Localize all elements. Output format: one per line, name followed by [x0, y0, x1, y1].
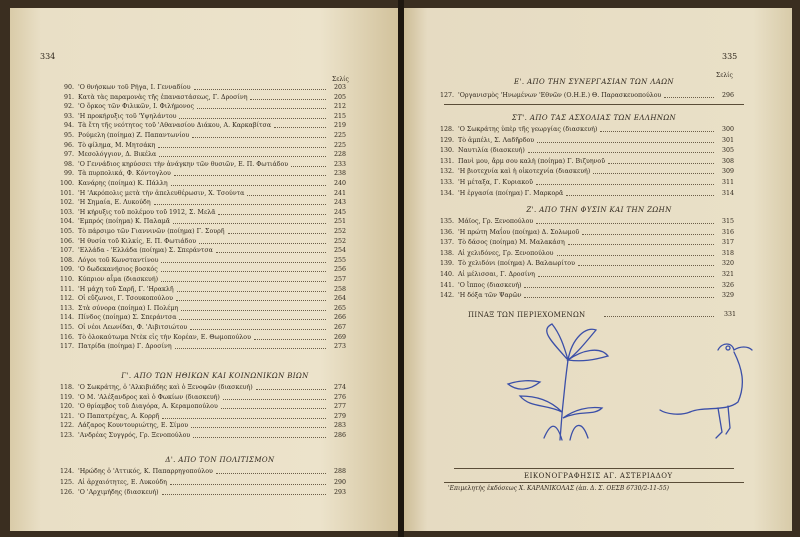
entry-page: 277 — [333, 403, 346, 411]
entry-page: 255 — [333, 256, 346, 264]
entry-page: 329 — [721, 292, 734, 300]
grass — [544, 425, 588, 440]
dot-leader — [171, 180, 326, 186]
toc-entry — [10, 324, 398, 332]
toc-entry — [10, 276, 398, 284]
entry-number: 110. — [59, 276, 74, 283]
entry-title: Τὸ φίλημα, Μ. Μητσάκη — [78, 141, 156, 149]
entry-number: 138. — [439, 249, 454, 257]
entry-number: 93. — [63, 112, 74, 120]
entry-page: 241 — [333, 189, 346, 197]
toc-entry — [10, 489, 398, 497]
dot-leader — [179, 314, 326, 320]
entry-number: 94. — [63, 122, 74, 130]
entry-number: 134. — [439, 189, 454, 197]
dot-leader — [161, 257, 326, 263]
toc-entry — [10, 343, 398, 351]
toc-entry — [10, 238, 398, 246]
entry-title: Τὸ ἀμπέλι, Σ. Λαδῆρδου — [458, 136, 535, 144]
entry-page: 274 — [333, 384, 346, 391]
entry-title: 'Ο δωδεκανήσιος βοσκός — [78, 266, 158, 274]
dot-leader — [216, 247, 326, 253]
dot-leader — [179, 113, 326, 119]
toc-entry — [404, 260, 792, 268]
bird-eye — [726, 346, 730, 350]
entry-title: Οἱ νέοι Λεωνίδαι, Φ. 'Αιβιτσιώτου — [78, 324, 188, 331]
toc-entry — [10, 94, 398, 102]
entry-number: 117. — [59, 343, 74, 351]
right-col-header: Σελίς — [716, 72, 733, 79]
entry-page: 245 — [333, 208, 346, 216]
entry-number: 133. — [439, 179, 454, 186]
toc-entry — [404, 282, 792, 290]
left-col-header: Σελίς — [332, 76, 349, 83]
toc-entry — [10, 190, 398, 198]
dot-leader — [199, 238, 326, 244]
dot-leader — [162, 489, 326, 495]
toc-entry — [404, 92, 792, 100]
entry-number: 106. — [59, 237, 74, 245]
entry-number: 135. — [439, 218, 454, 225]
dot-leader — [223, 394, 326, 400]
right-page — [404, 8, 792, 531]
entry-number: 105. — [59, 228, 74, 235]
entry-title: Πανὶ μου, ἄρμ σου καλὴ (ποίημα) Γ. Βιζυηνοῦ — [458, 157, 606, 165]
dot-leader — [536, 218, 714, 224]
entry-number: 115. — [59, 324, 74, 331]
entry-number: 128. — [439, 126, 454, 133]
entry-page: 290 — [333, 478, 346, 486]
dot-leader — [154, 199, 326, 205]
entry-title: 'Εμπρός (ποίημα) Κ. Παλαμᾶ — [78, 218, 171, 226]
dot-leader — [193, 432, 326, 438]
toc-entry — [404, 179, 792, 187]
dot-leader — [177, 286, 326, 292]
toc-entry — [404, 271, 792, 279]
petal-left — [547, 324, 568, 360]
toc-entry — [10, 142, 398, 150]
entry-number: 131. — [439, 157, 454, 165]
toc-entry — [404, 158, 792, 166]
dot-leader — [524, 282, 714, 288]
dot-leader — [247, 190, 326, 196]
toc-label: ΠΙΝΑΞ ΤΩΝ ΠΕΡΙΕΧΟΜΕΝΩΝ — [468, 311, 586, 319]
dot-leader — [175, 343, 326, 349]
toc-entry — [10, 403, 398, 411]
entry-page: 258 — [333, 285, 346, 293]
entry-title: Λόγοι τοῦ Κωνσταντίνου — [78, 256, 159, 264]
entry-page: 308 — [721, 157, 734, 165]
toc-entry — [10, 170, 398, 178]
entry-number: 124. — [59, 468, 74, 475]
entry-title: Τὰ ἔτη τῆς νεότητος τοῦ 'Αθανασίου Διάκου, Α. Καρκαβίτσα — [78, 122, 272, 130]
entry-title: 'Ο Παπατρέχας, Α. Κορρῆ — [78, 412, 160, 420]
entry-title: 'Η μάχη τοῦ Σαρῆ, Γ. 'Ηρακλῆ — [78, 285, 174, 293]
entry-title: Πίνδος (ποίημα) Σ. Σπεράντσα — [78, 314, 177, 322]
entry-number: 114. — [59, 314, 74, 322]
entry-title: 'Η θυσία τοῦ Κιλκίς, Ε. Π. Φωτιάδου — [78, 237, 197, 245]
toc-entry — [10, 422, 398, 430]
entry-number: 102. — [59, 199, 74, 207]
entry-title: 'Ο ὅρκος τῶν Φιλικῶν, Ι. Φιλήμονος — [78, 103, 194, 111]
toc-leader — [604, 311, 714, 317]
entry-title: Αἱ χελιδόνες, Γρ. Ξενοπούλου — [458, 249, 554, 257]
dot-leader — [170, 479, 326, 485]
dot-leader — [158, 142, 326, 148]
entry-page: 203 — [333, 84, 346, 91]
entry-number: 108. — [59, 256, 74, 264]
divider — [444, 104, 744, 105]
entry-number: 132. — [439, 168, 454, 176]
entry-page: 265 — [333, 304, 346, 312]
entry-number: 101. — [59, 189, 74, 197]
dot-leader — [578, 260, 714, 266]
entry-title: 'Ο Μ. 'Αλέξανδρος καὶ ὁ Φωκίων (διασκευή) — [78, 393, 220, 401]
entry-number: 98. — [63, 160, 74, 168]
flower-stem — [560, 360, 568, 440]
bird-body — [690, 352, 742, 412]
entry-title: Στὰ σύνορα (ποίημα) Ι. Πολέμη — [78, 304, 179, 312]
entry-number: 125. — [59, 478, 74, 486]
dot-leader — [228, 228, 326, 234]
dot-leader — [159, 151, 326, 157]
dot-leader — [664, 92, 714, 98]
bird-head — [718, 344, 752, 350]
toc-entry — [10, 113, 398, 121]
entry-page: 321 — [721, 271, 734, 278]
entry-number: 90. — [63, 84, 74, 91]
section-heading-st: ΣΤ'. ΑΠΟ ΤΑΣ ΑΣΧΟΛΙΑΣ ΤΩΝ ΕΛΛΗΝΩΝ — [511, 114, 677, 122]
section-heading-d: Δ'. ΑΠΟ ΤΟΝ ΠΟΛΙΤΙΣΜΟΝ — [165, 456, 275, 464]
entry-number: 99. — [63, 170, 74, 178]
entry-page: 225 — [333, 132, 346, 139]
entry-number: 140. — [439, 271, 454, 278]
entry-page: 316 — [721, 228, 734, 236]
dot-leader — [176, 295, 326, 301]
toc-entry — [10, 228, 398, 236]
entry-page: 240 — [333, 180, 346, 187]
toc-page: 331 — [723, 311, 736, 318]
entry-title: Τὰ πυρπολικά, Φ. Κόντογλου — [78, 170, 171, 178]
dot-leader — [254, 334, 326, 340]
section-heading-e: Ε'. ΑΠΟ ΤΗΝ ΣΥΝΕΡΓΑΣΙΑΝ ΤΩΝ ΛΑΩΝ — [514, 78, 674, 86]
illustrator-credit: ΕΙΚΟΝΟΓΡΑΦΗΣΙΣ ΑΓ. ΑΣΤΕΡΙΑΔΟΥ — [524, 472, 673, 480]
entry-title: 'Ο 'Αρχιμήδης (διασκευή) — [78, 489, 159, 496]
petal-right — [568, 329, 596, 360]
entry-number: 118. — [59, 384, 74, 391]
entry-page: 288 — [333, 468, 346, 475]
entry-title: 'Ο ἵππος (διασκευή) — [458, 281, 522, 289]
entry-number: 123. — [59, 432, 74, 439]
toc-entry — [10, 305, 398, 313]
toc-entry — [10, 218, 398, 226]
toc-entry — [10, 209, 398, 217]
entry-page: 264 — [333, 295, 346, 303]
entry-page: 315 — [721, 218, 734, 225]
toc-entry — [10, 103, 398, 111]
entry-title: 'Ο θνήσκων τοῦ Ρήγα, Ι. Γενναδίου — [78, 84, 191, 91]
entry-title: 'Οργανισμὸς 'Ηνωμένων 'Εθνῶν (Ο.Η.Ε.) Θ. Παρασκευοπούλου — [458, 92, 662, 99]
toc-entry — [10, 266, 398, 274]
leaf-low — [508, 381, 540, 389]
entry-title: Ναυτιλία (διασκευή) — [458, 147, 525, 155]
entry-title: Αἱ μέλισσαι, Γ. Δροσίνη — [458, 271, 535, 278]
entry-number: 141. — [439, 281, 454, 289]
entry-number: 95. — [63, 132, 74, 139]
entry-title: Κύπριον αἷμα (διασκευή) — [78, 276, 159, 283]
entry-page: 273 — [333, 343, 346, 351]
entry-number: 142. — [439, 292, 454, 300]
toc-entry — [10, 180, 398, 188]
entry-number: 96. — [63, 141, 74, 149]
entry-number: 91. — [63, 93, 74, 101]
right-page-number: 335 — [722, 52, 738, 61]
entry-title: Κατὰ τὰς παραμονὰς τῆς ἐπαναστάσεως, Γ. Δροσίνη — [78, 93, 248, 101]
toc-entry — [10, 432, 398, 440]
dot-leader — [557, 250, 714, 256]
bird-legs — [716, 406, 730, 438]
dot-leader — [291, 161, 326, 167]
dot-leader — [216, 468, 326, 474]
entry-number: 92. — [63, 103, 74, 111]
left-page — [10, 8, 398, 531]
dot-leader — [192, 132, 326, 138]
entry-page: 205 — [333, 93, 346, 101]
toc-entry — [10, 479, 398, 487]
entry-page: 286 — [333, 432, 346, 439]
dot-leader — [173, 218, 326, 224]
dot-leader — [191, 422, 326, 428]
dot-leader — [161, 266, 326, 272]
toc-entry — [404, 218, 792, 226]
dot-leader — [608, 158, 714, 164]
entry-number: 109. — [59, 266, 74, 274]
toc-entry — [404, 126, 792, 134]
toc-entry — [10, 247, 398, 255]
entry-page: 256 — [333, 266, 346, 274]
entry-page: 283 — [333, 422, 346, 430]
entry-title: 'Η 'Ακρόπολις μετὰ τὴν ἀπελευθέρωσιν, Χ. Τσούντα — [78, 189, 245, 197]
entry-title: 'Ο Σωκράτης ὑπὲρ τῆς γεωργίας (διασκευή) — [458, 126, 598, 133]
entry-number: 136. — [439, 228, 454, 236]
entry-page: 225 — [333, 141, 346, 149]
entry-page: 296 — [721, 92, 734, 99]
child-doodle-flower-and-bird — [490, 320, 770, 450]
dot-leader — [174, 170, 326, 176]
toc-entry — [10, 413, 398, 421]
entry-title: Πατρίδα (ποίημα) Γ. Δροσίνη — [78, 343, 172, 351]
entry-page: 266 — [333, 314, 346, 322]
entry-page: 279 — [333, 412, 346, 420]
toc-entry — [404, 137, 792, 145]
entry-number: 122. — [59, 422, 74, 430]
editor-credit: 'Επιμελητὴς ἐκδόσεως Χ. ΚΑΡΑΝΙΚΟΛΑΣ (ἀπ. Δ. Σ. ΟΕΣΒ 6730/2-11-55) — [448, 485, 669, 492]
petal-far — [568, 350, 608, 361]
entry-page: 314 — [721, 189, 734, 197]
entry-page: 215 — [333, 112, 346, 120]
entry-page: 300 — [721, 126, 734, 133]
entry-page: 317 — [721, 239, 734, 247]
entry-number: 104. — [59, 218, 74, 226]
entry-title: Αἱ ἀρχαιότητες, Ε. Λυκούδη — [78, 478, 167, 486]
toc-entry — [10, 468, 398, 476]
entry-page: 228 — [333, 151, 346, 159]
entry-page: 238 — [333, 170, 346, 178]
toc-entry — [10, 295, 398, 303]
bird-tail — [660, 410, 690, 414]
toc-entry — [404, 147, 792, 155]
entry-title: Τὸ δάσος (ποίημα) Μ. Μαλακάση — [458, 239, 565, 247]
entry-page: 318 — [721, 249, 734, 257]
toc-entry — [404, 190, 792, 198]
entry-number: 121. — [59, 412, 74, 420]
entry-page: 219 — [333, 122, 346, 130]
toc-entry — [404, 239, 792, 247]
toc-entry — [10, 384, 398, 392]
entry-title: Τὸ πάρσιμο τῶν Γιαννινῶν (ποίημα) Γ. Σουρῆ — [78, 228, 225, 235]
section-heading-g: Γ'. ΑΠΟ ΤΩΝ ΗΘΙΚΩΝ ΚΑΙ ΚΟΙΝΩΝΙΚΩΝ ΒΙΩΝ — [121, 372, 309, 380]
entry-page: 301 — [721, 136, 734, 144]
toc-entry — [404, 168, 792, 176]
entry-page: 233 — [333, 160, 346, 168]
entry-title: 'Η δόξα τῶν Ψαρῶν — [458, 292, 522, 300]
toc-entry — [10, 199, 398, 207]
toc-entry — [10, 286, 398, 294]
entry-title: 'Η Σημαία, Ε. Λυκούδη — [78, 199, 151, 207]
dot-leader — [524, 292, 714, 298]
entry-number: 129. — [439, 136, 454, 144]
entry-title: Μεσολόγγιον, Δ. Βικέλα — [78, 151, 157, 159]
toc-entry — [10, 132, 398, 140]
leaf-right — [563, 407, 602, 418]
toc-entry — [10, 84, 398, 92]
entry-page: 252 — [333, 237, 346, 245]
dot-leader — [274, 122, 326, 128]
section-heading-z: Ζ'. ΑΠΟ ΤΗΝ ΦΥΣΙΝ ΚΑΙ ΤΗΝ ΖΩΗΝ — [526, 206, 672, 214]
toc-entry — [404, 229, 792, 237]
dot-leader — [161, 276, 326, 282]
entry-number: 97. — [63, 151, 74, 159]
entry-page: 252 — [333, 228, 346, 235]
entry-number: 137. — [439, 239, 454, 247]
dot-leader — [536, 179, 714, 185]
left-page-number: 334 — [40, 52, 56, 61]
entry-title: Κανάρης (ποίημα) Κ. Πάλλη — [78, 180, 168, 187]
entry-number: 126. — [59, 489, 74, 496]
entry-page: 326 — [721, 281, 734, 289]
dot-leader — [190, 324, 326, 330]
entry-number: 130. — [439, 147, 454, 155]
entry-page: 251 — [333, 218, 346, 226]
entry-title: Λάζαρος Κουντουριώτης, Ε. Σίμου — [78, 422, 189, 430]
entry-page: 254 — [333, 247, 346, 255]
entry-page: 212 — [333, 103, 346, 111]
toc-entry — [404, 292, 792, 300]
dot-leader — [568, 239, 714, 245]
dot-leader — [197, 103, 326, 109]
entry-number: 119. — [59, 393, 74, 401]
toc-entry — [10, 122, 398, 130]
dot-leader — [256, 384, 326, 390]
dot-leader — [181, 305, 326, 311]
entry-number: 113. — [59, 304, 74, 312]
entry-title: 'Ο Σωκράτης, ὁ 'Αλκιβιάδης καὶ ὁ Ξενοφῶν (διασκευή) — [78, 384, 253, 391]
entry-page: 267 — [333, 324, 346, 331]
entry-title: 'Η μέταξα, Γ. Κυριακοῦ — [458, 179, 533, 186]
leaf-left — [520, 396, 562, 412]
entry-number: 120. — [59, 403, 74, 411]
dot-leader — [593, 168, 714, 174]
dot-leader — [538, 271, 714, 277]
entry-page: 276 — [333, 393, 346, 401]
entry-page: 320 — [721, 260, 734, 268]
dot-leader — [528, 147, 714, 153]
entry-title: 'Ανδρέας Συγγρός, Γρ. Ξενοπούλου — [78, 432, 191, 439]
toc-entry — [10, 394, 398, 402]
entry-number: 100. — [59, 180, 74, 187]
dot-leader — [250, 94, 326, 100]
entry-number: 112. — [59, 295, 74, 303]
toc-row — [404, 311, 792, 319]
entry-title: 'Η βιοτεχνία καὶ ἡ οἰκοτεχνία (διασκευή) — [458, 168, 591, 176]
dot-leader — [221, 403, 326, 409]
entry-title: Τὸ χελιδόνι (ποίημα) Α. Βαλαωρίτου — [458, 260, 575, 268]
entry-number: 107. — [59, 247, 74, 255]
entry-page: 309 — [721, 168, 734, 176]
toc-entry — [10, 151, 398, 159]
entry-title: 'Ηρώδης ὁ 'Αττικός, Κ. Παπαρρηγοπούλου — [78, 468, 213, 475]
entry-title: 'Η ἐργασία (ποίημα) Γ. Μαρκορᾶ — [458, 189, 564, 197]
entry-page: 311 — [721, 179, 734, 186]
entry-title: 'Η πρώτη Μαΐου (ποίημα) Δ. Σολωμοῦ — [458, 228, 580, 236]
entry-page: 305 — [721, 147, 734, 155]
toc-entry — [10, 257, 398, 265]
dot-leader — [566, 190, 714, 196]
toc-entry — [10, 334, 398, 342]
entry-title: 'Ελλάδα - 'Ελλάδα (ποίημα) Σ. Σπεράντσα — [78, 247, 213, 255]
footer-rule-2 — [444, 482, 744, 483]
entry-page: 293 — [333, 489, 346, 496]
entry-number: 116. — [59, 333, 74, 341]
toc-entry — [404, 250, 792, 258]
dot-leader — [582, 229, 714, 235]
toc-entry — [10, 161, 398, 169]
dot-leader — [218, 209, 326, 215]
entry-title: 'Η προκήρυξις τοῦ 'Υψηλάντου — [78, 112, 177, 120]
dot-leader — [162, 413, 326, 419]
dot-leader — [194, 84, 326, 90]
entry-page: 243 — [333, 199, 346, 207]
entry-title: Τὸ ὁλοκαύτωμα Ντὲκ εἰς τὴν Κορέαν, Ε. Θωμοπούλου — [78, 333, 251, 341]
entry-title: 'Η κήρυξις τοῦ πολέμου τοῦ 1912, Σ. Μελᾶ — [78, 208, 216, 216]
entry-number: 111. — [59, 285, 74, 293]
entry-title: Μάϊος, Γρ. Ξενοπούλου — [458, 218, 534, 225]
entry-title: 'Ο Γεννάδιος κηρύσσει τὴν ἀνάγκην τῶν θυσιῶν, Ε. Π. Φωτιάδου — [78, 160, 289, 168]
toc-entry — [10, 314, 398, 322]
entry-number: 127. — [439, 92, 454, 99]
dot-leader — [537, 137, 714, 143]
entry-title: Οἱ εὔζωνοι, Γ. Τσουκοπούλου — [78, 295, 173, 303]
dot-leader — [600, 126, 714, 132]
footer-rule — [454, 468, 734, 469]
entry-page: 269 — [333, 333, 346, 341]
entry-number: 103. — [59, 208, 74, 216]
entry-page: 257 — [333, 276, 346, 283]
entry-title: Ρούμελη (ποίημα) Ζ. Παπαντωνίου — [78, 132, 190, 139]
entry-title: 'Ο θρίαμβος τοῦ Διαγόρα, Α. Κεραμοπούλου — [78, 403, 218, 411]
entry-number: 139. — [439, 260, 454, 268]
